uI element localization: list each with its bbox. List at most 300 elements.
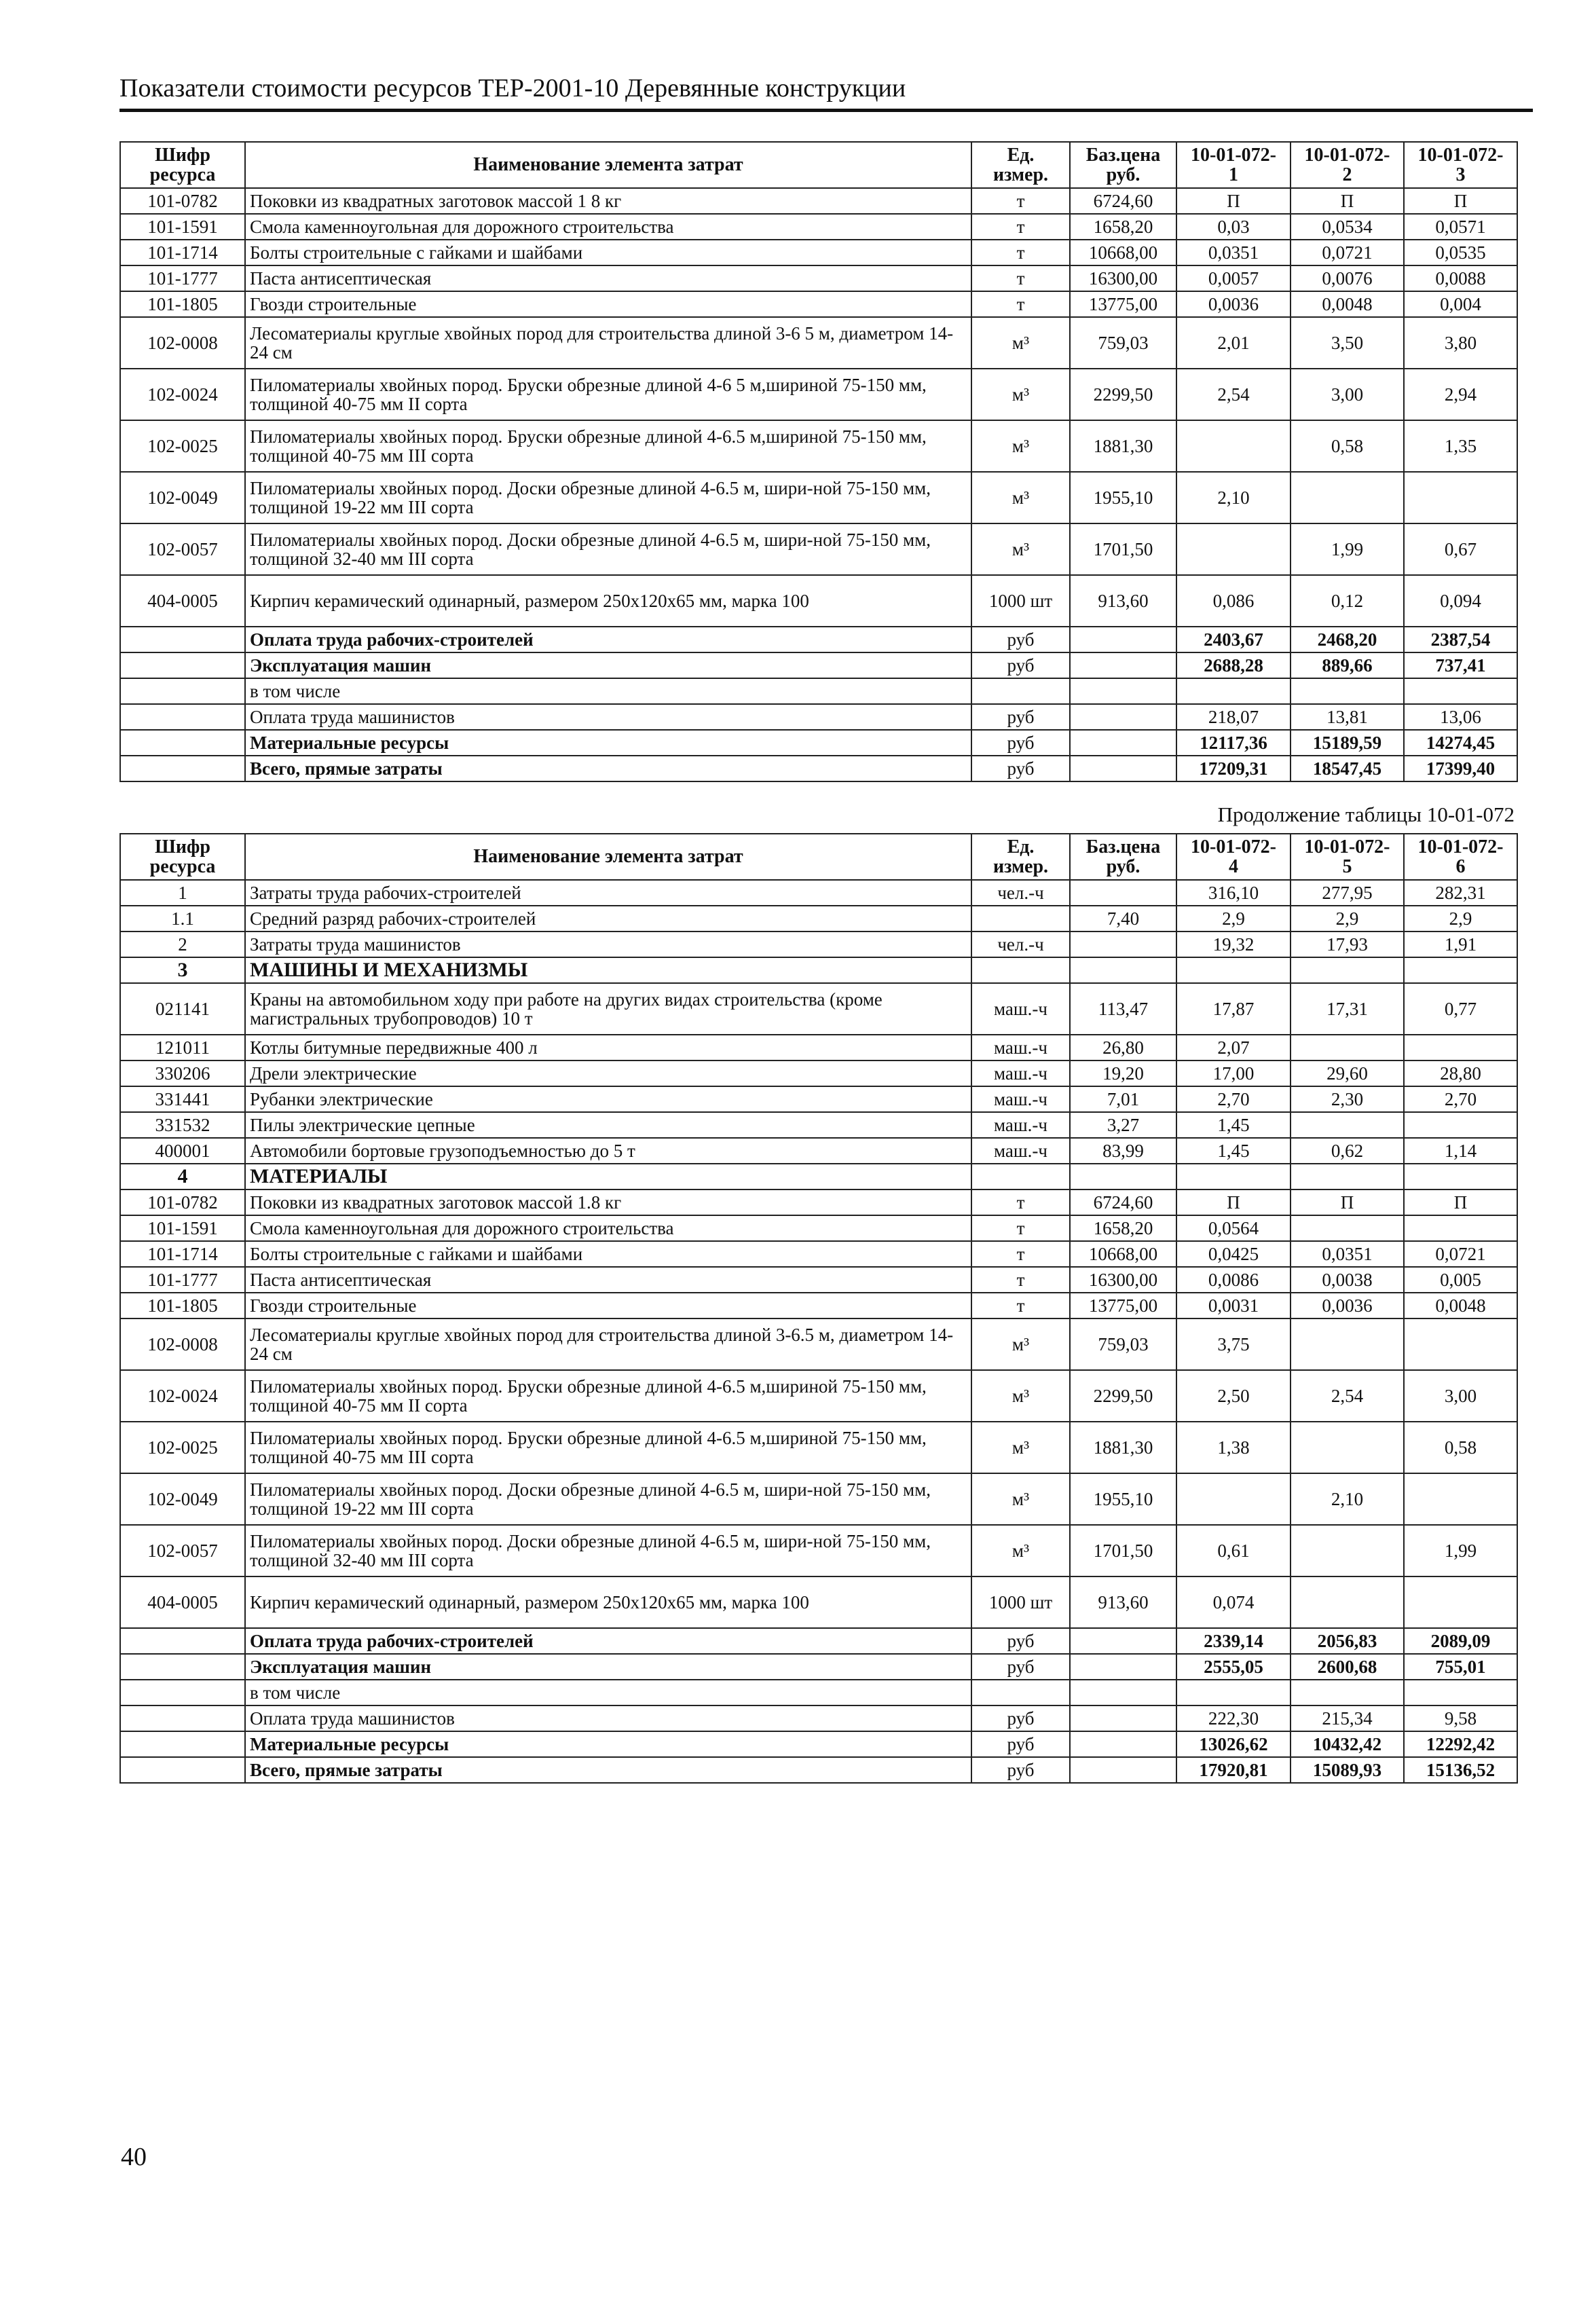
total-value: 12117,36 [1176,730,1291,756]
empty-cell [120,627,245,652]
rate-value [1291,1525,1404,1576]
total-value [1291,1680,1404,1705]
continuation-caption: Продолжение таблицы 10-01-072 [1217,803,1515,826]
col-rate-6-header: 10-01-072- 6 [1404,834,1517,880]
rate-value: 17,93 [1291,932,1404,957]
base-price: 3,27 [1070,1112,1176,1138]
empty-cell [1070,756,1176,781]
resource-code: 1 [120,880,245,906]
rate-value: 1,99 [1291,523,1404,575]
rate-value [1291,1215,1404,1241]
resource-code: 102-0057 [120,1525,245,1576]
resource-name: Средний разряд рабочих-строителей [245,906,971,932]
cost-table-1 [119,141,1518,782]
rate-value: 2,54 [1176,369,1291,420]
table-row [120,1138,1517,1164]
rate-value: 0,0721 [1291,240,1404,265]
rate-value: 1,35 [1404,420,1517,472]
base-price: 1881,30 [1070,420,1176,472]
table-row [120,1189,1517,1215]
empty-cell [1070,1680,1176,1705]
resource-name: Смола каменноугольная для дорожного строительства [245,214,971,240]
resource-name: Поковки из квадратных заготовок массой 1.8 кг [245,1189,971,1215]
section-row [120,957,1517,983]
unit-cell [971,957,1070,983]
base-price: 13775,00 [1070,1293,1176,1318]
base-price: 10668,00 [1070,240,1176,265]
rate-value: 2,9 [1176,906,1291,932]
rate-value: 0,0031 [1176,1293,1291,1318]
resource-code: 102-0049 [120,472,245,523]
table-row [120,1422,1517,1473]
resource-code: 101-1591 [120,214,245,240]
rate-value: 0,0571 [1404,214,1517,240]
rate-value: 0,0425 [1176,1241,1291,1267]
rate-value: 0,0534 [1291,214,1404,240]
resource-name: Лесоматериалы круглые хвойных пород для строительства длиной 3-6.5 м, диаметром 14-24 см [245,1318,971,1370]
rate-value: 0,0057 [1176,265,1291,291]
table-row [120,906,1517,932]
col-name-header: Наименование элемента затрат [245,834,971,880]
totals-row [120,652,1517,678]
rate-value: 0,086 [1176,575,1291,627]
unit-cell [971,678,1070,704]
base-price: 1701,50 [1070,523,1176,575]
unit-cell: т [971,265,1070,291]
rate-value: 2,07 [1176,1035,1291,1060]
unit-cell: т [971,188,1070,214]
unit-cell: руб [971,1654,1070,1680]
rate-value: 3,00 [1291,369,1404,420]
rate-value: П [1176,188,1291,214]
table-row [120,1112,1517,1138]
base-price: 913,60 [1070,575,1176,627]
totals-row [120,704,1517,730]
rate-value: 2,10 [1176,472,1291,523]
table-row [120,880,1517,906]
resource-name: Гвозди строительные [245,1293,971,1318]
rate-value [1291,1035,1404,1060]
resource-name: Поковки из квадратных заготовок массой 1 8 кг [245,188,971,214]
resource-name: Затраты труда рабочих-строителей [245,880,971,906]
table-row [120,1241,1517,1267]
total-value: 13,06 [1404,704,1517,730]
rate-value [1291,472,1404,523]
resource-code: 2 [120,932,245,957]
resource-name: Пиломатериалы хвойных пород. Бруски обрезные длиной 4-6 5 м,шириной 75-150 мм, толщиной 40-75 мм II сорта [245,369,971,420]
total-value: 215,34 [1291,1705,1404,1731]
unit-cell: маш.-ч [971,1035,1070,1060]
empty-cell [120,1731,245,1757]
total-label: Всего, прямые затраты [245,756,971,781]
rate-value [1291,957,1404,983]
rate-value [1176,1473,1291,1525]
table-row [120,1035,1517,1060]
rate-value [1291,1576,1404,1628]
total-label: Эксплуатация машин [245,1654,971,1680]
resource-name: Пиломатериалы хвойных пород. Бруски обрезные длиной 4-6.5 м,шириной 75-150 мм, толщиной 40-75 мм III сорта [245,1422,971,1473]
base-price [1070,957,1176,983]
unit-cell: т [971,291,1070,317]
rate-value: 28,80 [1404,1060,1517,1086]
table-row [120,932,1517,957]
totals-row [120,1680,1517,1705]
base-price: 759,03 [1070,1318,1176,1370]
resource-code: 102-0025 [120,1422,245,1473]
table-row [120,1525,1517,1576]
page-number: 40 [121,2143,147,2171]
total-value: 218,07 [1176,704,1291,730]
unit-cell: руб [971,1628,1070,1654]
resource-code: 121011 [120,1035,245,1060]
empty-cell [1070,1731,1176,1757]
resource-code: 3 [120,957,245,983]
rate-value [1291,1318,1404,1370]
unit-cell: маш.-ч [971,1112,1070,1138]
table-row [120,1473,1517,1525]
resource-name: Затраты труда машинистов [245,932,971,957]
resource-code: 101-1777 [120,1267,245,1293]
total-value: 2339,14 [1176,1628,1291,1654]
unit-cell: руб [971,704,1070,730]
base-price: 2299,50 [1070,1370,1176,1422]
resource-name: Пилы электрические цепные [245,1112,971,1138]
total-value: 13,81 [1291,704,1404,730]
empty-cell [1070,652,1176,678]
totals-row [120,627,1517,652]
resource-code: 102-0049 [120,1473,245,1525]
totals-row [120,1654,1517,1680]
resource-code: 021141 [120,983,245,1035]
rate-value: П [1176,1189,1291,1215]
rate-value: 3,80 [1404,317,1517,369]
table-row [120,1576,1517,1628]
base-price: 26,80 [1070,1035,1176,1060]
rate-value: 0,61 [1176,1525,1291,1576]
col-rate-3-header: 10-01-072- 3 [1404,142,1517,188]
total-value: 18547,45 [1291,756,1404,781]
table-row [120,1215,1517,1241]
base-price [1070,880,1176,906]
empty-cell [1070,678,1176,704]
total-label: Оплата труда рабочих-строителей [245,1628,971,1654]
resource-name: Автомобили бортовые грузоподъемностью до 5 т [245,1138,971,1164]
table-row [120,369,1517,420]
total-value: 9,58 [1404,1705,1517,1731]
unit-cell: м³ [971,369,1070,420]
unit-cell: т [971,214,1070,240]
rate-value: 0,0038 [1291,1267,1404,1293]
rate-value: 0,0535 [1404,240,1517,265]
resource-code: 1.1 [120,906,245,932]
total-value: 737,41 [1404,652,1517,678]
table-row [120,983,1517,1035]
rate-value: 17,87 [1176,983,1291,1035]
rate-value: П [1404,1189,1517,1215]
totals-row [120,1731,1517,1757]
empty-cell [120,756,245,781]
page-header: Показатели стоимости ресурсов ТЕР-2001-10 Деревянные конструкции [119,74,906,103]
empty-cell [120,678,245,704]
rate-value [1404,1035,1517,1060]
resource-code: 101-1714 [120,240,245,265]
unit-cell: т [971,1267,1070,1293]
rate-value: 2,70 [1176,1086,1291,1112]
base-price: 10668,00 [1070,1241,1176,1267]
unit-cell [971,1164,1070,1189]
totals-row [120,1757,1517,1783]
table-row [120,265,1517,291]
base-price: 83,99 [1070,1138,1176,1164]
unit-cell: м³ [971,420,1070,472]
unit-cell: т [971,1215,1070,1241]
total-value [1176,678,1291,704]
rate-value: 3,75 [1176,1318,1291,1370]
unit-cell: м³ [971,472,1070,523]
resource-name: Лесоматериалы круглые хвойных пород для строительства длиной 3-6 5 м, диаметром 14-24 см [245,317,971,369]
rate-value [1176,1164,1291,1189]
rate-value: 282,31 [1404,880,1517,906]
rate-value: 0,004 [1404,291,1517,317]
resource-name: Паста антисептическая [245,1267,971,1293]
resource-code: 400001 [120,1138,245,1164]
table-row [120,575,1517,627]
rate-value: 1,45 [1176,1138,1291,1164]
resource-code: 101-1714 [120,1241,245,1267]
resource-name: Пиломатериалы хвойных пород. Доски обрезные длиной 4-6.5 м, шири-ной 75-150 мм, толщиной 32-40 мм III сорта [245,1525,971,1576]
col-rate-2-header: 10-01-072- 2 [1291,142,1404,188]
table-row [120,317,1517,369]
table-row [120,472,1517,523]
empty-cell [1070,704,1176,730]
total-value: 2387,54 [1404,627,1517,652]
total-value: 13026,62 [1176,1731,1291,1757]
rate-value: 316,10 [1176,880,1291,906]
resource-name: Пиломатериалы хвойных пород. Бруски обрезные длиной 4-6.5 м,шириной 75-150 мм, толщиной 40-75 мм III сорта [245,420,971,472]
resource-code: 102-0025 [120,420,245,472]
table-row [120,291,1517,317]
resource-code: 101-1591 [120,1215,245,1241]
table-row [120,1086,1517,1112]
totals-row [120,756,1517,781]
rate-value: 2,9 [1404,906,1517,932]
rate-value [1291,1164,1404,1189]
resource-code: 101-1777 [120,265,245,291]
unit-cell: м³ [971,1525,1070,1576]
total-value: 889,66 [1291,652,1404,678]
rate-value [1404,1473,1517,1525]
rate-value: 17,00 [1176,1060,1291,1086]
totals-row [120,1705,1517,1731]
rate-value: П [1404,188,1517,214]
base-price: 2299,50 [1070,369,1176,420]
rate-value: 0,0076 [1291,265,1404,291]
resource-code: 102-0024 [120,369,245,420]
resource-name: Паста антисептическая [245,265,971,291]
unit-cell: маш.-ч [971,1060,1070,1086]
resource-name: Смола каменноугольная для дорожного строительства [245,1215,971,1241]
header-rule [119,109,1533,112]
rate-value: 0,0088 [1404,265,1517,291]
rate-value: 1,99 [1404,1525,1517,1576]
rate-value [1176,420,1291,472]
empty-cell [120,1757,245,1783]
resource-code: 404-0005 [120,1576,245,1628]
rate-value: 1,14 [1404,1138,1517,1164]
total-label: Всего, прямые затраты [245,1757,971,1783]
table-header-row [120,142,1517,188]
base-price: 759,03 [1070,317,1176,369]
total-value: 17920,81 [1176,1757,1291,1783]
unit-cell: руб [971,652,1070,678]
base-price: 913,60 [1070,1576,1176,1628]
base-price: 113,47 [1070,983,1176,1035]
unit-cell: руб [971,1731,1070,1757]
rate-value: 0,0564 [1176,1215,1291,1241]
table-row [120,1318,1517,1370]
rate-value: 0,0036 [1291,1293,1404,1318]
rate-value [1404,957,1517,983]
rate-value: 0,0351 [1176,240,1291,265]
totals-row [120,678,1517,704]
resource-code: 404-0005 [120,575,245,627]
base-price: 6724,60 [1070,1189,1176,1215]
rate-value: 17,31 [1291,983,1404,1035]
rate-value: 0,074 [1176,1576,1291,1628]
total-value: 2403,67 [1176,627,1291,652]
unit-cell: маш.-ч [971,1086,1070,1112]
unit-cell: м³ [971,317,1070,369]
rate-value: 0,0351 [1291,1241,1404,1267]
empty-cell [120,730,245,756]
resource-name: Рубанки электрические [245,1086,971,1112]
resource-code: 101-0782 [120,188,245,214]
rate-value: 2,30 [1291,1086,1404,1112]
empty-cell [1070,1757,1176,1783]
total-value: 15136,52 [1404,1757,1517,1783]
rate-value: 0,62 [1291,1138,1404,1164]
resource-name: Краны на автомобильном ходу при работе на других видах строительства (кроме магистральных трубопроводов) 10 т [245,983,971,1035]
resource-name: Пиломатериалы хвойных пород. Бруски обрезные длиной 4-6.5 м,шириной 75-150 мм, толщиной 40-75 мм II сорта [245,1370,971,1422]
resource-code: 102-0057 [120,523,245,575]
total-label: в том числе [245,1680,971,1705]
rate-value [1404,1112,1517,1138]
rate-value: П [1291,188,1404,214]
total-value [1404,1680,1517,1705]
base-price: 16300,00 [1070,265,1176,291]
total-value [1291,678,1404,704]
unit-cell: м³ [971,1318,1070,1370]
totals-row [120,1628,1517,1654]
resource-name: Котлы битумные передвижные 400 л [245,1035,971,1060]
total-value: 2688,28 [1176,652,1291,678]
resource-code: 331441 [120,1086,245,1112]
col-rate-5-header: 10-01-072- 5 [1291,834,1404,880]
unit-cell: м³ [971,1422,1070,1473]
cost-table-2 [119,833,1518,1784]
base-price: 6724,60 [1070,188,1176,214]
resource-code: 101-0782 [120,1189,245,1215]
rate-value: 2,94 [1404,369,1517,420]
rate-value: 0,094 [1404,575,1517,627]
total-label: Оплата труда машинистов [245,704,971,730]
rate-value [1404,1164,1517,1189]
total-value: 2468,20 [1291,627,1404,652]
resource-name: Дрели электрические [245,1060,971,1086]
total-value: 17209,31 [1176,756,1291,781]
rate-value [1404,1318,1517,1370]
unit-cell: чел.-ч [971,880,1070,906]
base-price: 1701,50 [1070,1525,1176,1576]
rate-value: 0,005 [1404,1267,1517,1293]
rate-value [1404,1576,1517,1628]
rate-value: 29,60 [1291,1060,1404,1086]
empty-cell [120,652,245,678]
resource-code: 102-0008 [120,317,245,369]
base-price: 16300,00 [1070,1267,1176,1293]
unit-cell: 1000 шт [971,1576,1070,1628]
empty-cell [120,1680,245,1705]
base-price: 1658,20 [1070,1215,1176,1241]
unit-cell: 1000 шт [971,575,1070,627]
resource-name: Пиломатериалы хвойных пород. Доски обрезные длиной 4-6.5 м, шири-ной 75-150 мм, толщиной 32-40 мм III сорта [245,523,971,575]
total-value: 2089,09 [1404,1628,1517,1654]
rate-value: 0,58 [1291,420,1404,472]
unit-cell: руб [971,1705,1070,1731]
rate-value: 1,91 [1404,932,1517,957]
col-unit-header: Ед. измер. [971,834,1070,880]
unit-cell: маш.-ч [971,983,1070,1035]
unit-cell: т [971,1293,1070,1318]
empty-cell [120,1628,245,1654]
col-unit-header: Ед. измер. [971,142,1070,188]
total-value: 222,30 [1176,1705,1291,1731]
resource-code: 4 [120,1164,245,1189]
rate-value: 277,95 [1291,880,1404,906]
total-value: 15089,93 [1291,1757,1404,1783]
base-price: 1658,20 [1070,214,1176,240]
empty-cell [120,1705,245,1731]
resource-code: 102-0024 [120,1370,245,1422]
rate-value: 0,03 [1176,214,1291,240]
rate-value: 3,50 [1291,317,1404,369]
empty-cell [1070,1705,1176,1731]
base-price: 1955,10 [1070,472,1176,523]
unit-cell [971,906,1070,932]
col-price-header: Баз.цена руб. [1070,834,1176,880]
empty-cell [120,1654,245,1680]
rate-value: 0,77 [1404,983,1517,1035]
total-label: Оплата труда рабочих-строителей [245,627,971,652]
rate-value: 0,0048 [1291,291,1404,317]
unit-cell: руб [971,627,1070,652]
total-value: 14274,45 [1404,730,1517,756]
rate-value: 2,01 [1176,317,1291,369]
total-value [1404,678,1517,704]
rate-value: 2,9 [1291,906,1404,932]
total-value: 15189,59 [1291,730,1404,756]
resource-code: 101-1805 [120,291,245,317]
rate-value [1176,523,1291,575]
total-value: 10432,42 [1291,1731,1404,1757]
rate-value [1176,957,1291,983]
total-value: 2600,68 [1291,1654,1404,1680]
resource-name: Кирпич керамический одинарный, размером 250х120х65 мм, марка 100 [245,575,971,627]
total-value [1176,1680,1291,1705]
base-price: 19,20 [1070,1060,1176,1086]
rate-value: 0,67 [1404,523,1517,575]
rate-value: 1,45 [1176,1112,1291,1138]
